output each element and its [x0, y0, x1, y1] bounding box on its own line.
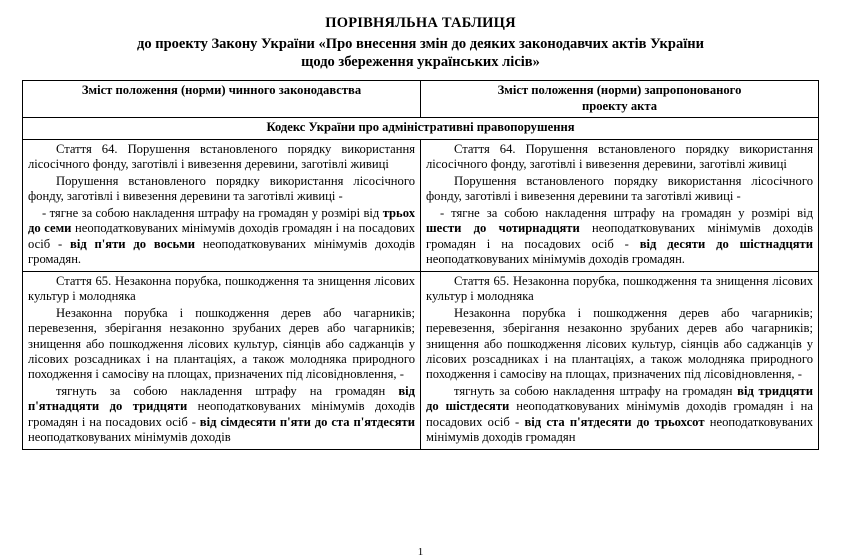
- document-subtitle-line2: щодо збереження українських лісів»: [301, 54, 540, 71]
- row-1-right-para-3: - тягне за собою накладення штрафу на громадян у розмірі від шести до чотирнадцяти неоподатковуваних мінімумів доходів громадян і на посадових осіб - від десяти до шістнадцяти неоподатковуваних мінімумів доходів громадян.: [426, 205, 813, 267]
- page-title: ПОРІВНЯЛЬНА ТАБЛИЦЯ: [325, 15, 516, 31]
- document-subtitle-line1: до проекту Закону України «Про внесення змін до деяких законодавчих актів України: [137, 35, 704, 52]
- column-header-proposed-line2: проекту акта: [581, 98, 658, 113]
- table-row: [23, 139, 819, 271]
- row-1-left-text-2: Порушення встановленого порядку використання лісосічного фонду, заготівлі і вивезення деревини та заготівлі живиці -: [28, 173, 415, 204]
- row-1-left-para-1: [28, 142, 415, 173]
- comparison-table: [22, 80, 819, 450]
- row-1-right-para-1: [426, 142, 813, 173]
- row-2-right-para-1: [426, 274, 813, 305]
- row-2-right-para-2: [426, 306, 813, 383]
- row-2-right-para-3: тягнуть за собою накладення штрафу на громадян від тридцяти до шістдесяти неоподатковуваних мінімумів доходів громадян і на посадових осіб - від ста п'ятдесяти до трьохсот неоподатковуваних мінімумів доходів громадян: [426, 383, 813, 445]
- section-title-code-of-administrative-offences: Кодекс України про адміністративні правопорушення: [23, 118, 819, 139]
- row-2-left-para-3: тягнуть за собою накладення штрафу на громадян від п'ятнадцяти до тридцяти неоподатковуваних мінімумів доходів громадян і на посадових осіб - від сімдесяти п'яти до ста п'ятдесяти неоподатковуваних мінімумів доходів: [28, 383, 415, 445]
- row-1-left-para-2: [28, 174, 415, 205]
- document-subtitle: [22, 35, 819, 73]
- column-header-proposed-act: [421, 81, 819, 118]
- page-number: 1: [417, 546, 424, 558]
- table-header-row: [23, 81, 819, 118]
- column-header-proposed-line1: Зміст положення (норми) запропонованого: [497, 83, 742, 98]
- row-1-right-text-2: Порушення встановленого порядку використання лісосічного фонду, заготівлі і вивезення деревини та заготівлі живиці -: [426, 173, 813, 204]
- row-1-proposed-act-cell: [421, 139, 819, 271]
- table-section-row: [23, 118, 819, 139]
- row-2-current-law-cell: [23, 271, 421, 449]
- row-2-proposed-act-cell: [421, 271, 819, 449]
- row-2-left-text-2: Незаконна порубка і пошкодження дерев або чагарників; перевезення, зберігання незаконно зрубаних дерев або чагарників; знищення або пошкодження лісових культур, сіянців або саджанців у лісових розсадниках і на плантаціях, а також молодняка природного походження і самосіву на площах, призначених під лісовідновлення, -: [28, 305, 415, 382]
- row-1-right-para-2: [426, 174, 813, 205]
- row-2-right-text-2: Незаконна порубка і пошкодження дерев або чагарників; перевезення, зберігання незаконно зрубаних дерев або чагарників; знищення або пошкодження лісових культур, сіянців або саджанців у лісових розсадниках і на плантаціях, а також молодняка природного походження і самосіву на площах, призначених під лісовідновлення, -: [426, 305, 813, 382]
- row-2-right-text-1: Стаття 65. Незаконна порубка, пошкодження та знищення лісових культур і молодняка: [426, 273, 813, 304]
- row-1-current-law-cell: [23, 139, 421, 271]
- row-1-left-text-1: Стаття 64. Порушення встановленого порядку використання лісосічного фонду, заготівлі і вивезення деревини, заготівлі живиці: [28, 141, 415, 172]
- row-2-left-text-1: Стаття 65. Незаконна порубка, пошкодження та знищення лісових культур і молодняка: [28, 273, 415, 304]
- row-1-left-para-3: - тягне за собою накладення штрафу на громадян у розмірі від трьох до семи неоподатковуваних мінімумів доходів громадян і на посадових осіб - від п'яти до восьми неоподатковуваних мінімумів доходів громадян.: [28, 205, 415, 267]
- row-2-left-para-1: [28, 274, 415, 305]
- row-2-left-para-2: [28, 306, 415, 383]
- row-1-right-text-1: Стаття 64. Порушення встановленого порядку використання лісосічного фонду, заготівлі і вивезення деревини, заготівлі живиці: [426, 141, 813, 172]
- table-row: [23, 271, 819, 449]
- column-header-current-law: Зміст положення (норми) чинного законодавства: [23, 81, 421, 118]
